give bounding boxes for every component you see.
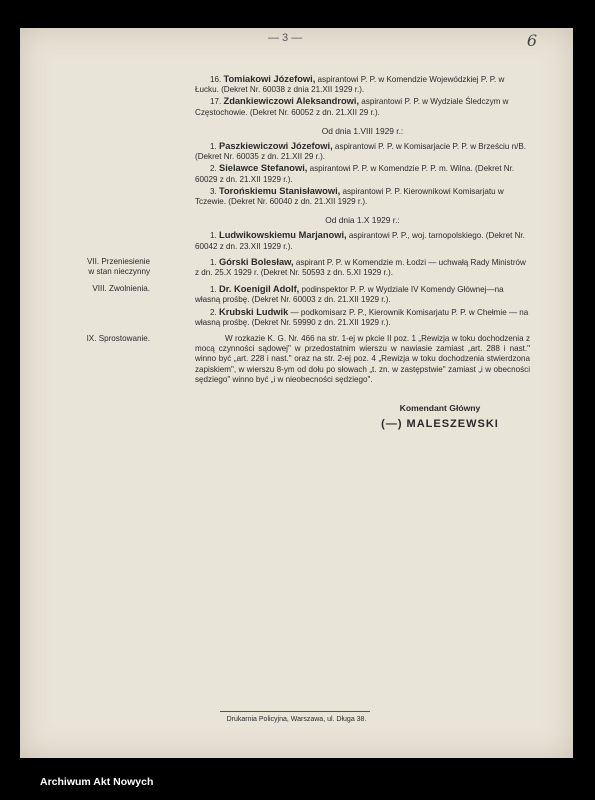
document-body: [60, 74, 540, 429]
entry-17: 17. Zdankiewiczowi Aleksandrowi, aspirantowi P. P. w Wydziale Śledczym w Częstochowie. (Dekret Nr. 60052 z dn. 21.XII 29 r.).: [195, 96, 509, 117]
entry-viii-2: 2. Sielawce Stefanowi, aspirantowi P. P. w Komendzie P. P. m. Wilna. (Dekret Nr. 60029 z dn. 21.XII 1929 r.).: [195, 163, 515, 184]
section-label-ix: IX. Sprostowanie.: [86, 334, 150, 344]
signature-rank: Komendant Główny: [399, 403, 481, 414]
section-vii: [60, 257, 540, 278]
entry-zwolnienia-2: 2. Krubski Ludwik — podkomisarz P. P., Kierownik Komisarjatu P. P. w Chełmie — na własną prośbę. (Dekret Nr. 59990 z dn. 21.XII 1929 r.).: [195, 306, 529, 327]
handwritten-page-number: 6: [526, 31, 537, 50]
section-label-viii: VIII. Zwolnienia.: [92, 284, 150, 294]
entry-16: 16. Tomiakowi Józefowi, aspirantowi P. P. w Komendzie Wojewódzkiej P. P. w Łucku. (Dekret Nr. 60038 z dnia 21.XII 1929 r.).: [195, 74, 505, 95]
section-label-vii: VII. Przeniesienie w stan nieczynny: [87, 256, 150, 277]
signature-name: (—) MALESZEWSKI: [381, 418, 499, 431]
entry-x-1: 1. Ludwikowskiemu Marjanowi, aspirantowi P. P., woj. tarnopolskiego. (Dekret Nr. 60042 z dn. 23.XII 1929 r.).: [195, 230, 525, 251]
footer-rule: [220, 711, 370, 712]
section-ix: [60, 334, 540, 385]
date-heading-viii: Od dnia 1.VIII 1929 r.:: [321, 125, 404, 136]
section-viii: [60, 284, 540, 328]
archive-label: Archiwum Akt Nowych: [40, 776, 154, 788]
correction-text: W rozkazie K. G. Nr. 466 na str. 1-ej w pkcie II poz. 1 „Rewizja w toku dochodzenia z mocą czynności sądowej" w przedostatnim wierszu w nawiasie zamiast „art. 288 i nast." winno być „art. 228 i nast." oraz na str. 2-ej poz. 4 „Rewizja w toku dochodzenia stwierdzona zapiskiem", w wierszu 8-ym od dołu po słowach „t. zn. w zastępstwie" zamiast „i w obecności sędziego" winno być „i w nieobecności sędziego".: [195, 334, 530, 384]
printer-footer: Drukarnia Policyjna, Warszawa, ul. Długa 38.: [226, 716, 367, 723]
section-continued-entries: [60, 74, 540, 252]
page-number: — 3 —: [268, 32, 303, 44]
entry-viii-3: 3. Torońskiemu Stanisławowi, aspirantowi P. P. Kierownikowi Komisarjatu w Tczewie. (Dekret Nr. 60040 z dn. 21.XII 1929 r.).: [195, 185, 504, 207]
entry-zwolnienia-1: 1. Dr. Koenigil Adolf, podinspektor P. P. w Wydziale IV Komendy Głównej—na własną prośbę. (Dekret Nr. 60003 z dn. 21.XII 1929 r.).: [195, 284, 504, 305]
entry-viii-1: 1. Paszkiewiczowi Józefowi, aspirantowi P. P. w Komisarjacie P. P. w Brześciu n/B. (Dekret Nr. 60035 z dn. 21.XII 29 r.).: [195, 141, 526, 162]
document-page: [20, 28, 573, 758]
entry-vii-1: 1. Górski Bolesław, aspirant P. P. w Komendzie m. Łodzi — uchwałą Rady Ministrów z dn. 25.X 1929 r. (Dekret Nr. 50593 z dn. 5.XI 1929 r.).: [195, 256, 526, 278]
date-heading-x: Od dnia 1.X 1929 r.:: [325, 215, 400, 226]
signature-block: [360, 403, 520, 429]
